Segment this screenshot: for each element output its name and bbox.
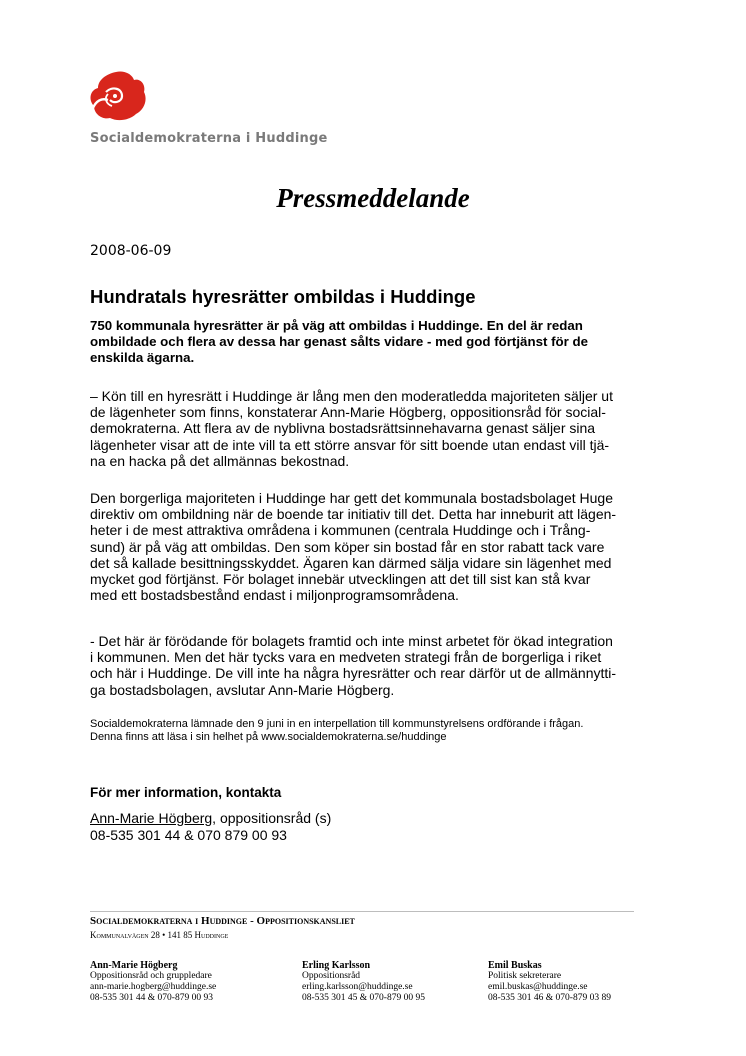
contact-phone: 08-535 301 44 & 070 879 00 93 — [90, 826, 287, 843]
headline: Hundratals hyresrätter ombildas i Huddinge — [90, 286, 476, 307]
lead-paragraph — [90, 318, 588, 367]
lead-line: enskilda ägarna. — [90, 350, 195, 366]
paragraph-line: na en hacka på det allmännas bekostnad. — [90, 452, 350, 469]
contact-name-line — [90, 810, 331, 827]
paragraph-2 — [90, 490, 616, 603]
paragraph-line: – Kön till en hyresrätt i Huddinge är lång men den moderatledda majoriteten säljer ut — [90, 388, 613, 404]
press-date: 2008-06-09 — [90, 243, 172, 259]
paragraph-line: mycket god förtjänst. För bolaget innebär utvecklingen att det till sist kan stå kvar — [90, 571, 591, 588]
person-name: Erling Karlsson — [302, 960, 371, 971]
person-phone: 08-535 301 46 & 070-879 03 89 — [488, 993, 611, 1003]
paragraph-line: i kommunen. Men det här tycks vara en medveten strategi från de borgerliga i riket — [90, 649, 602, 666]
person-role: Oppositionsråd — [302, 971, 361, 981]
contact-heading: För mer information, kontakta — [90, 785, 282, 800]
paragraph-line: - Det här är förödande för bolagets framtid och inte minst arbetet för ökad integration — [90, 633, 613, 649]
paragraph-line: och här i Huddinge. De vill inte ha några hyresrätter och rear därför ut de allmännytti- — [90, 665, 617, 682]
footer-address: Kommunalvägen 28 • 141 85 Huddinge — [90, 930, 229, 940]
person-name: Emil Buskas — [488, 960, 542, 971]
paragraph-line: sund) är på väg att ombildas. Den som köper sin bostad får en stor rabatt tack vare — [90, 538, 605, 555]
lead-line: 750 kommunala hyresrätter är på väg att ombildas i Huddinge. En del är redan — [90, 318, 583, 333]
note-line: Socialdemokraterna lämnade den 9 juni in en interpellation till kommunstyrelsens ordförande i frågan. — [90, 718, 584, 730]
contact-block — [90, 810, 331, 843]
person-role: Oppositionsråd och gruppledare — [90, 971, 212, 981]
paragraph-line: lägenheter visar att de inte vill ta ett större ansvar för sitt boende utan endast vill tjä- — [90, 436, 610, 453]
paragraph-line: de lägenheter som finns, konstaterar Ann-Marie Högberg, oppositionsråd för social- — [90, 404, 606, 421]
person-phone: 08-535 301 44 & 070-879 00 93 — [90, 993, 213, 1003]
paragraph-line: heter i de mest attraktiva områdena i kommunen (centrala Huddinge och i Trång- — [90, 522, 591, 539]
paragraph-line: Den borgerliga majoriteten i Huddinge har gett det kommunala bostadsbolaget Huge — [90, 490, 613, 506]
document-type-title: Pressmeddelande — [276, 183, 470, 213]
contact-name-link[interactable]: Ann-Marie Högberg — [90, 810, 213, 826]
paragraph-line: ga bostadsbolagen, avslutar Ann-Marie Högberg. — [90, 681, 395, 698]
footer-contact-person — [488, 960, 611, 1004]
person-role: Politisk sekreterare — [488, 971, 562, 981]
lead-line: ombildade och flera av dessa har genast sålts vidare - med god förtjänst för de — [90, 334, 589, 350]
footer-title: Socialdemokraterna i Huddinge - Oppositionskansliet — [90, 915, 355, 927]
person-email: emil.buskas@huddinge.se — [488, 982, 588, 992]
footer-contact-person — [90, 960, 216, 1004]
paragraph-line: det så kallade besittningsskyddet. Ägaren kan därmed sälja vidare sin lägenhet med — [90, 554, 612, 571]
person-name: Ann-Marie Högberg — [90, 960, 178, 971]
contact-role: , oppositionsråd (s) — [212, 810, 332, 826]
org-name: Socialdemokraterna i Huddinge — [90, 131, 328, 146]
red-rose-logo-icon — [88, 70, 148, 122]
note-line: Denna finns att läsa i sin helhet på www.socialdemokraterna.se/huddinge — [90, 731, 447, 743]
person-phone: 08-535 301 45 & 070-879 00 95 — [302, 993, 425, 1003]
person-email: ann-marie.hogberg@huddinge.se — [90, 982, 217, 992]
paragraph-line: direktiv om ombildning när de boende tar initiativ till det. Detta har inneburit att lägen- — [90, 506, 617, 523]
person-email: erling.karlsson@huddinge.se — [302, 982, 413, 992]
footer-divider — [90, 911, 634, 912]
footer-contact-person — [302, 960, 425, 1004]
paragraph-3 — [90, 633, 616, 698]
interpellation-note — [90, 718, 583, 744]
paragraph-line: demokraterna. Att flera av de nyblivna bostadsrättsinnehavarna genast säljer sina — [90, 420, 596, 437]
paragraph-line: med ett bostadsbestånd endast i miljonprogramsområdena. — [90, 587, 459, 604]
paragraph-1 — [90, 388, 613, 469]
